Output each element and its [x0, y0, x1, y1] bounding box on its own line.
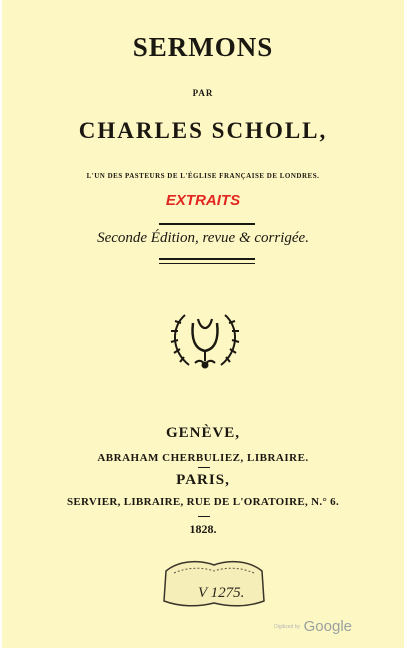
publication-year: 1828. — [189, 522, 217, 536]
city-paris: PARIS, — [176, 472, 230, 488]
extraits-label: EXTRAITS — [165, 192, 241, 209]
title-page — [2, 0, 404, 648]
author-role: L'UN DES PASTEURS DE L'ÉGLISE FRANÇAISE DE LONDRES. — [86, 172, 320, 180]
book-title: SERMONS — [132, 32, 274, 62]
monogram-emblem-icon — [165, 305, 245, 375]
by-label: PAR — [192, 88, 214, 98]
google-watermark: Google — [303, 618, 352, 635]
publisher-paris: SERVIER, LIBRAIRE, RUE DE L'ORATOIRE, N.° 6. — [67, 496, 339, 508]
publisher-geneve: ABRAHAM CHERBULIEZ, LIBRAIRE. — [97, 452, 309, 464]
separator-dash — [198, 467, 210, 468]
edition-note: Seconde Édition, revue & corrigée. — [97, 230, 309, 246]
separator-dash-2 — [198, 516, 210, 517]
stamp-label: V 1275. — [198, 585, 245, 601]
city-geneve: GENÈVE, — [165, 425, 241, 441]
rule-bottom-2 — [159, 263, 255, 264]
library-stamp-icon — [158, 557, 270, 611]
digitized-by-label: Digitized by — [274, 624, 300, 630]
author-name: CHARLES SCHOLL, — [78, 118, 328, 143]
rule-top — [159, 223, 255, 225]
rule-bottom-1 — [159, 258, 255, 260]
